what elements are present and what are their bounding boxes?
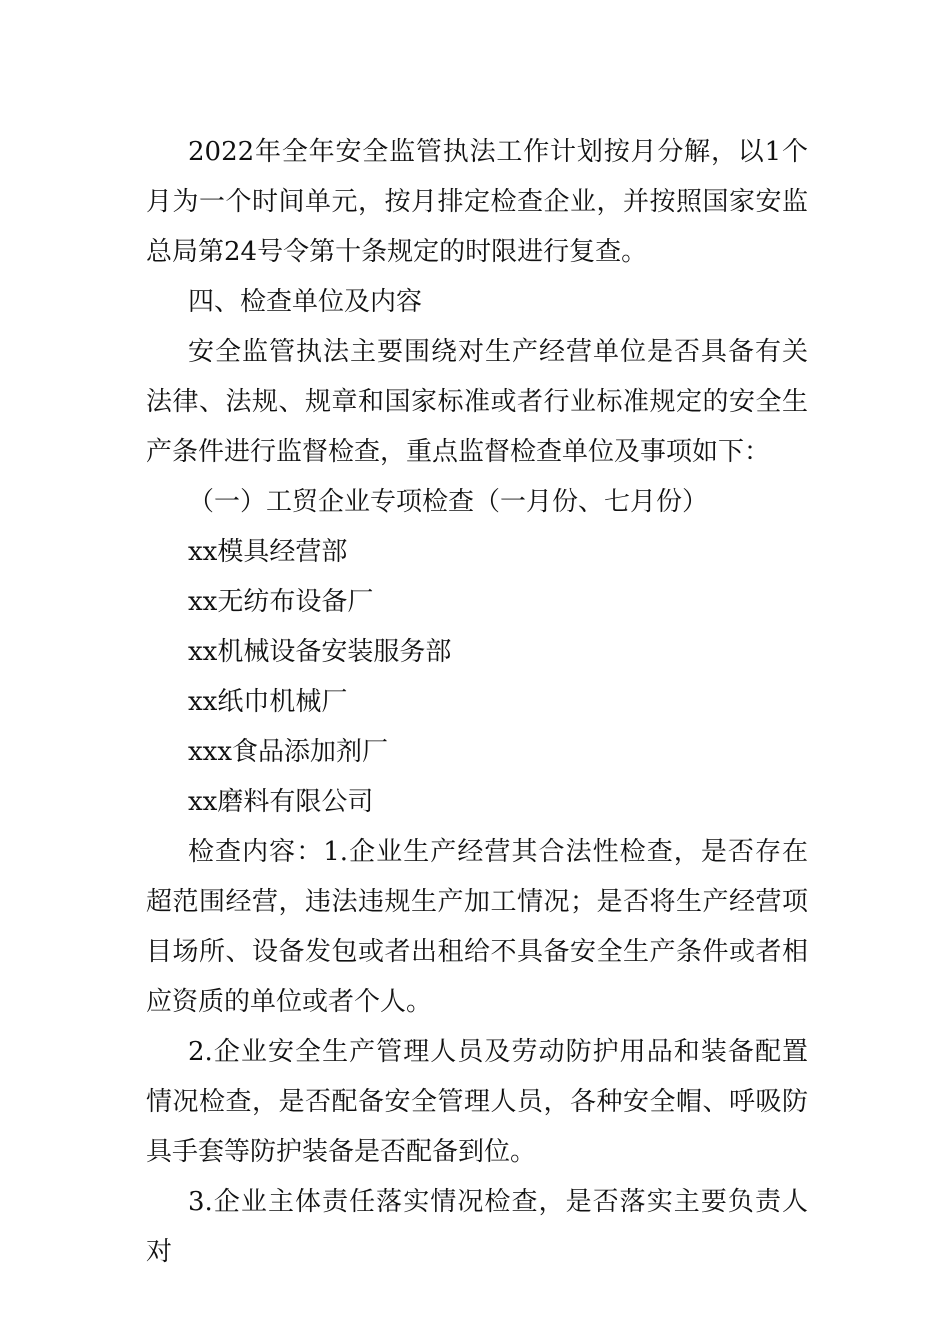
- company-list-item: xx机械设备安装服务部: [188, 637, 452, 667]
- paragraph-inspection-content-1: 检查内容：1.企业生产经营其合法性检查，是否存在超范围经营，违法违规生产加工情况；是否将生产经营项目场所、设备发包或者出租给不具备安全生产条件或者相应资质的单位或者个人。: [146, 837, 808, 1017]
- company-list-item: xx纸巾机械厂: [188, 687, 348, 717]
- document-page: [146, 127, 808, 1277]
- paragraph-inspection-content-2: 2.企业安全生产管理人员及劳动防护用品和装备配置情况检查，是否配备安全管理人员，各种安全帽、呼吸防具手套等防护装备是否配备到位。: [146, 1037, 808, 1167]
- paragraph-inspection-scope: 安全监管执法主要围绕对生产经营单位是否具备有关法律、法规、规章和国家标准或者行业标准规定的安全生产条件进行监督检查，重点监督检查单位及事项如下：: [146, 337, 808, 467]
- subheading-industrial-trade-inspection: （一）工贸企业专项检查（一月份、七月份）: [188, 487, 709, 517]
- paragraph-plan-intro: 2022年全年安全监管执法工作计划按月分解，以1个月为一个时间单元，按月排定检查企业，并按照国家安监总局第24号令第十条规定的时限进行复查。: [146, 137, 808, 267]
- company-list-item: xxx食品添加剂厂: [188, 737, 388, 767]
- company-list-item: xx磨料有限公司: [188, 787, 374, 817]
- paragraph-inspection-content-3: 3.企业主体责任落实情况检查，是否落实主要负责人对: [146, 1187, 808, 1267]
- company-list-item: xx模具经营部: [188, 537, 348, 567]
- section-heading-inspection-units: 四、检查单位及内容: [188, 287, 423, 317]
- company-list-item: xx无纺布设备厂: [188, 587, 374, 617]
